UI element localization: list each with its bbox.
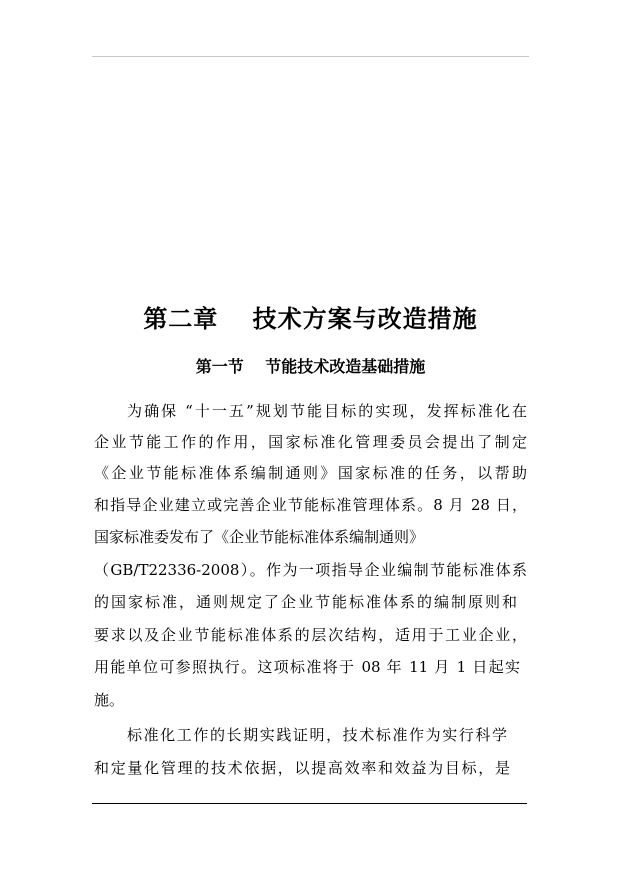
paragraph-1-line: 的国家标准，通则规定了企业节能标准体系的编制原则和	[94, 593, 517, 611]
chapter-title: 第二章 技术方案与改造措施	[143, 304, 478, 333]
paragraph-2-line: 标准化工作的长期实践证明，技术标准作为实行科学	[127, 726, 507, 744]
footer-rule	[92, 803, 527, 804]
paragraph-1-line: 企业节能工作的作用，国家标准化管理委员会提出了制定	[94, 433, 527, 451]
paragraph-2-line: 和定量化管理的技术依据，以提高效率和效益为目标，是	[94, 759, 510, 777]
paragraph-1-line: 为确保 “十一五”规划节能目标的实现，发挥标准化在	[127, 402, 527, 420]
paragraph-1-line: 《企业节能标准体系编制通则》国家标准的任务，以帮助	[94, 464, 527, 482]
paragraph-1-line: 国家标准委发布了《企业节能标准体系编制通则》	[94, 528, 425, 546]
paragraph-1-line: 用能单位可参照执行。这项标准将于 08 年 11 月 1 日起实	[94, 658, 520, 676]
section-title: 第一节 节能技术改造基础措施	[195, 357, 426, 376]
paragraph-1-line: 要求以及企业节能标准体系的层次结构，适用于工业企业，	[94, 626, 527, 644]
paragraph-1-line: 和指导企业建立或完善企业节能标准管理体系。8 月 28 日，	[94, 496, 527, 514]
paragraph-1-line: （GB/T22336-2008）。作为一项指导企业编制节能标准体系	[94, 561, 527, 579]
header-rule	[92, 56, 529, 57]
paragraph-1-line: 施。	[94, 691, 125, 709]
